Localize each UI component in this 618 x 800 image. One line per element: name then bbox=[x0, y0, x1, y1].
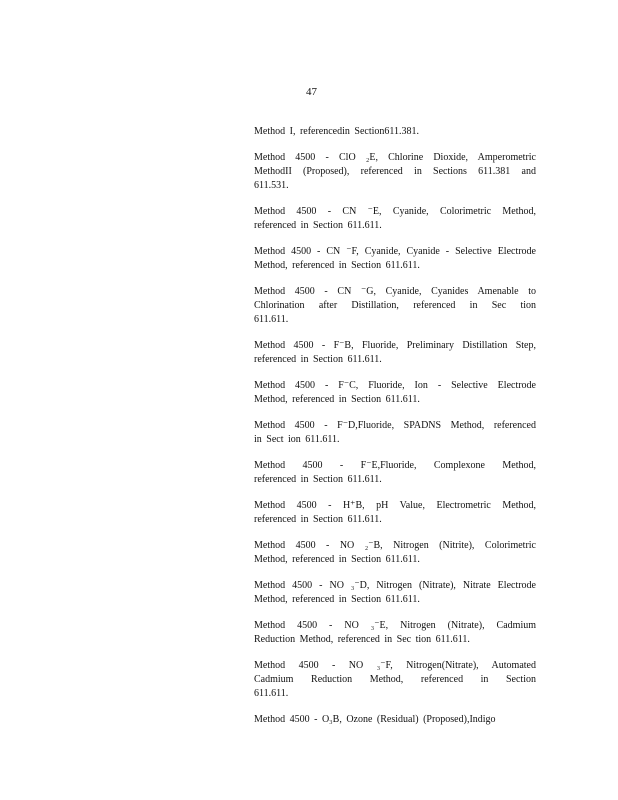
method-entry-line: Method 4500 - NO ₃⁻D, Nitrogen (Nitrate), Nitrate Electrode bbox=[254, 580, 536, 591]
page-number: 47 bbox=[306, 86, 317, 98]
method-entry-line: Method, referenced in Section 611.611. bbox=[254, 554, 420, 565]
method-entry-line: referenced in Section 611.611. bbox=[254, 354, 382, 365]
method-reference-list bbox=[254, 125, 536, 739]
method-entry-line: 611.531. bbox=[254, 180, 289, 191]
method-entry bbox=[254, 579, 536, 607]
method-entry bbox=[254, 205, 536, 233]
method-entry bbox=[254, 125, 536, 139]
method-entry-line: 611.611. bbox=[254, 688, 289, 699]
method-entry bbox=[254, 619, 536, 647]
method-entry-line: referenced in Section 611.611. bbox=[254, 474, 382, 485]
method-entry bbox=[254, 659, 536, 701]
method-entry bbox=[254, 459, 536, 487]
method-entry-line: Method 4500 - H⁺B, pH Value, Electrometric Method, bbox=[254, 500, 536, 511]
method-entry-line: Method 4500 - ClO ₂E, Chlorine Dioxide, Amperometric bbox=[254, 152, 536, 163]
method-entry bbox=[254, 419, 536, 447]
method-entry-line: Method 4500 - CN ⁻E, Cyanide, Colorimetric Method, bbox=[254, 206, 536, 217]
method-entry-line: Method 4500 - O₃B, Ozone (Residual) (Proposed),Indigo bbox=[254, 714, 496, 725]
method-entry-line: Method 4500 - NO ₃⁻E, Nitrogen (Nitrate), Cadmium bbox=[254, 620, 536, 631]
method-entry bbox=[254, 339, 536, 367]
method-entry bbox=[254, 285, 536, 327]
method-entry-line: Method 4500 - CN ⁻G, Cyanide, Cyanides Amenable to bbox=[254, 286, 536, 297]
method-entry bbox=[254, 245, 536, 273]
method-entry-line: Method 4500 - CN ⁻F, Cyanide, Cyanide - Selective Electrode bbox=[254, 246, 536, 257]
method-entry bbox=[254, 151, 536, 193]
method-entry-line: Method 4500 - F⁻B, Fluoride, Preliminary Distillation Step, bbox=[254, 340, 536, 351]
method-entry-line: Method 4500 - NO ₃⁻F, Nitrogen(Nitrate), Automated bbox=[254, 660, 536, 671]
method-entry-line: Reduction Method, referenced in Sec tion 611.611. bbox=[254, 634, 470, 645]
method-entry-line: Method 4500 - F⁻E,Fluoride, Complexone Method, bbox=[254, 460, 536, 471]
method-entry-line: Method 4500 - F⁻D,Fluoride, SPADNS Method, referenced bbox=[254, 420, 536, 431]
method-entry-line: Method 4500 - NO ₂⁻B, Nitrogen (Nitrite), Colorimetric bbox=[254, 540, 536, 551]
method-entry-line: Method I, referencedin Section611.381. bbox=[254, 126, 420, 137]
method-entry-line: Cadmium Reduction Method, referenced in Section bbox=[254, 674, 536, 685]
method-entry bbox=[254, 379, 536, 407]
method-entry-line: Method, referenced in Section 611.611. bbox=[254, 594, 420, 605]
method-entry-line: Chlorination after Distillation, referenced in Sec tion bbox=[254, 300, 536, 311]
method-entry bbox=[254, 499, 536, 527]
method-entry bbox=[254, 539, 536, 567]
method-entry-line: referenced in Section 611.611. bbox=[254, 514, 382, 525]
method-entry-line: Method 4500 - F⁻C, Fluoride, Ion - Selective Electrode bbox=[254, 380, 536, 391]
method-entry-line: Method, referenced in Section 611.611. bbox=[254, 394, 420, 405]
method-entry-line: 611.611. bbox=[254, 314, 289, 325]
method-entry-line: in Sect ion 611.611. bbox=[254, 434, 340, 445]
method-entry bbox=[254, 713, 536, 727]
method-entry-line: Method, referenced in Section 611.611. bbox=[254, 260, 420, 271]
method-entry-line: referenced in Section 611.611. bbox=[254, 220, 382, 231]
method-entry-line: MethodII (Proposed), referenced in Sections 611.381 and bbox=[254, 166, 536, 177]
